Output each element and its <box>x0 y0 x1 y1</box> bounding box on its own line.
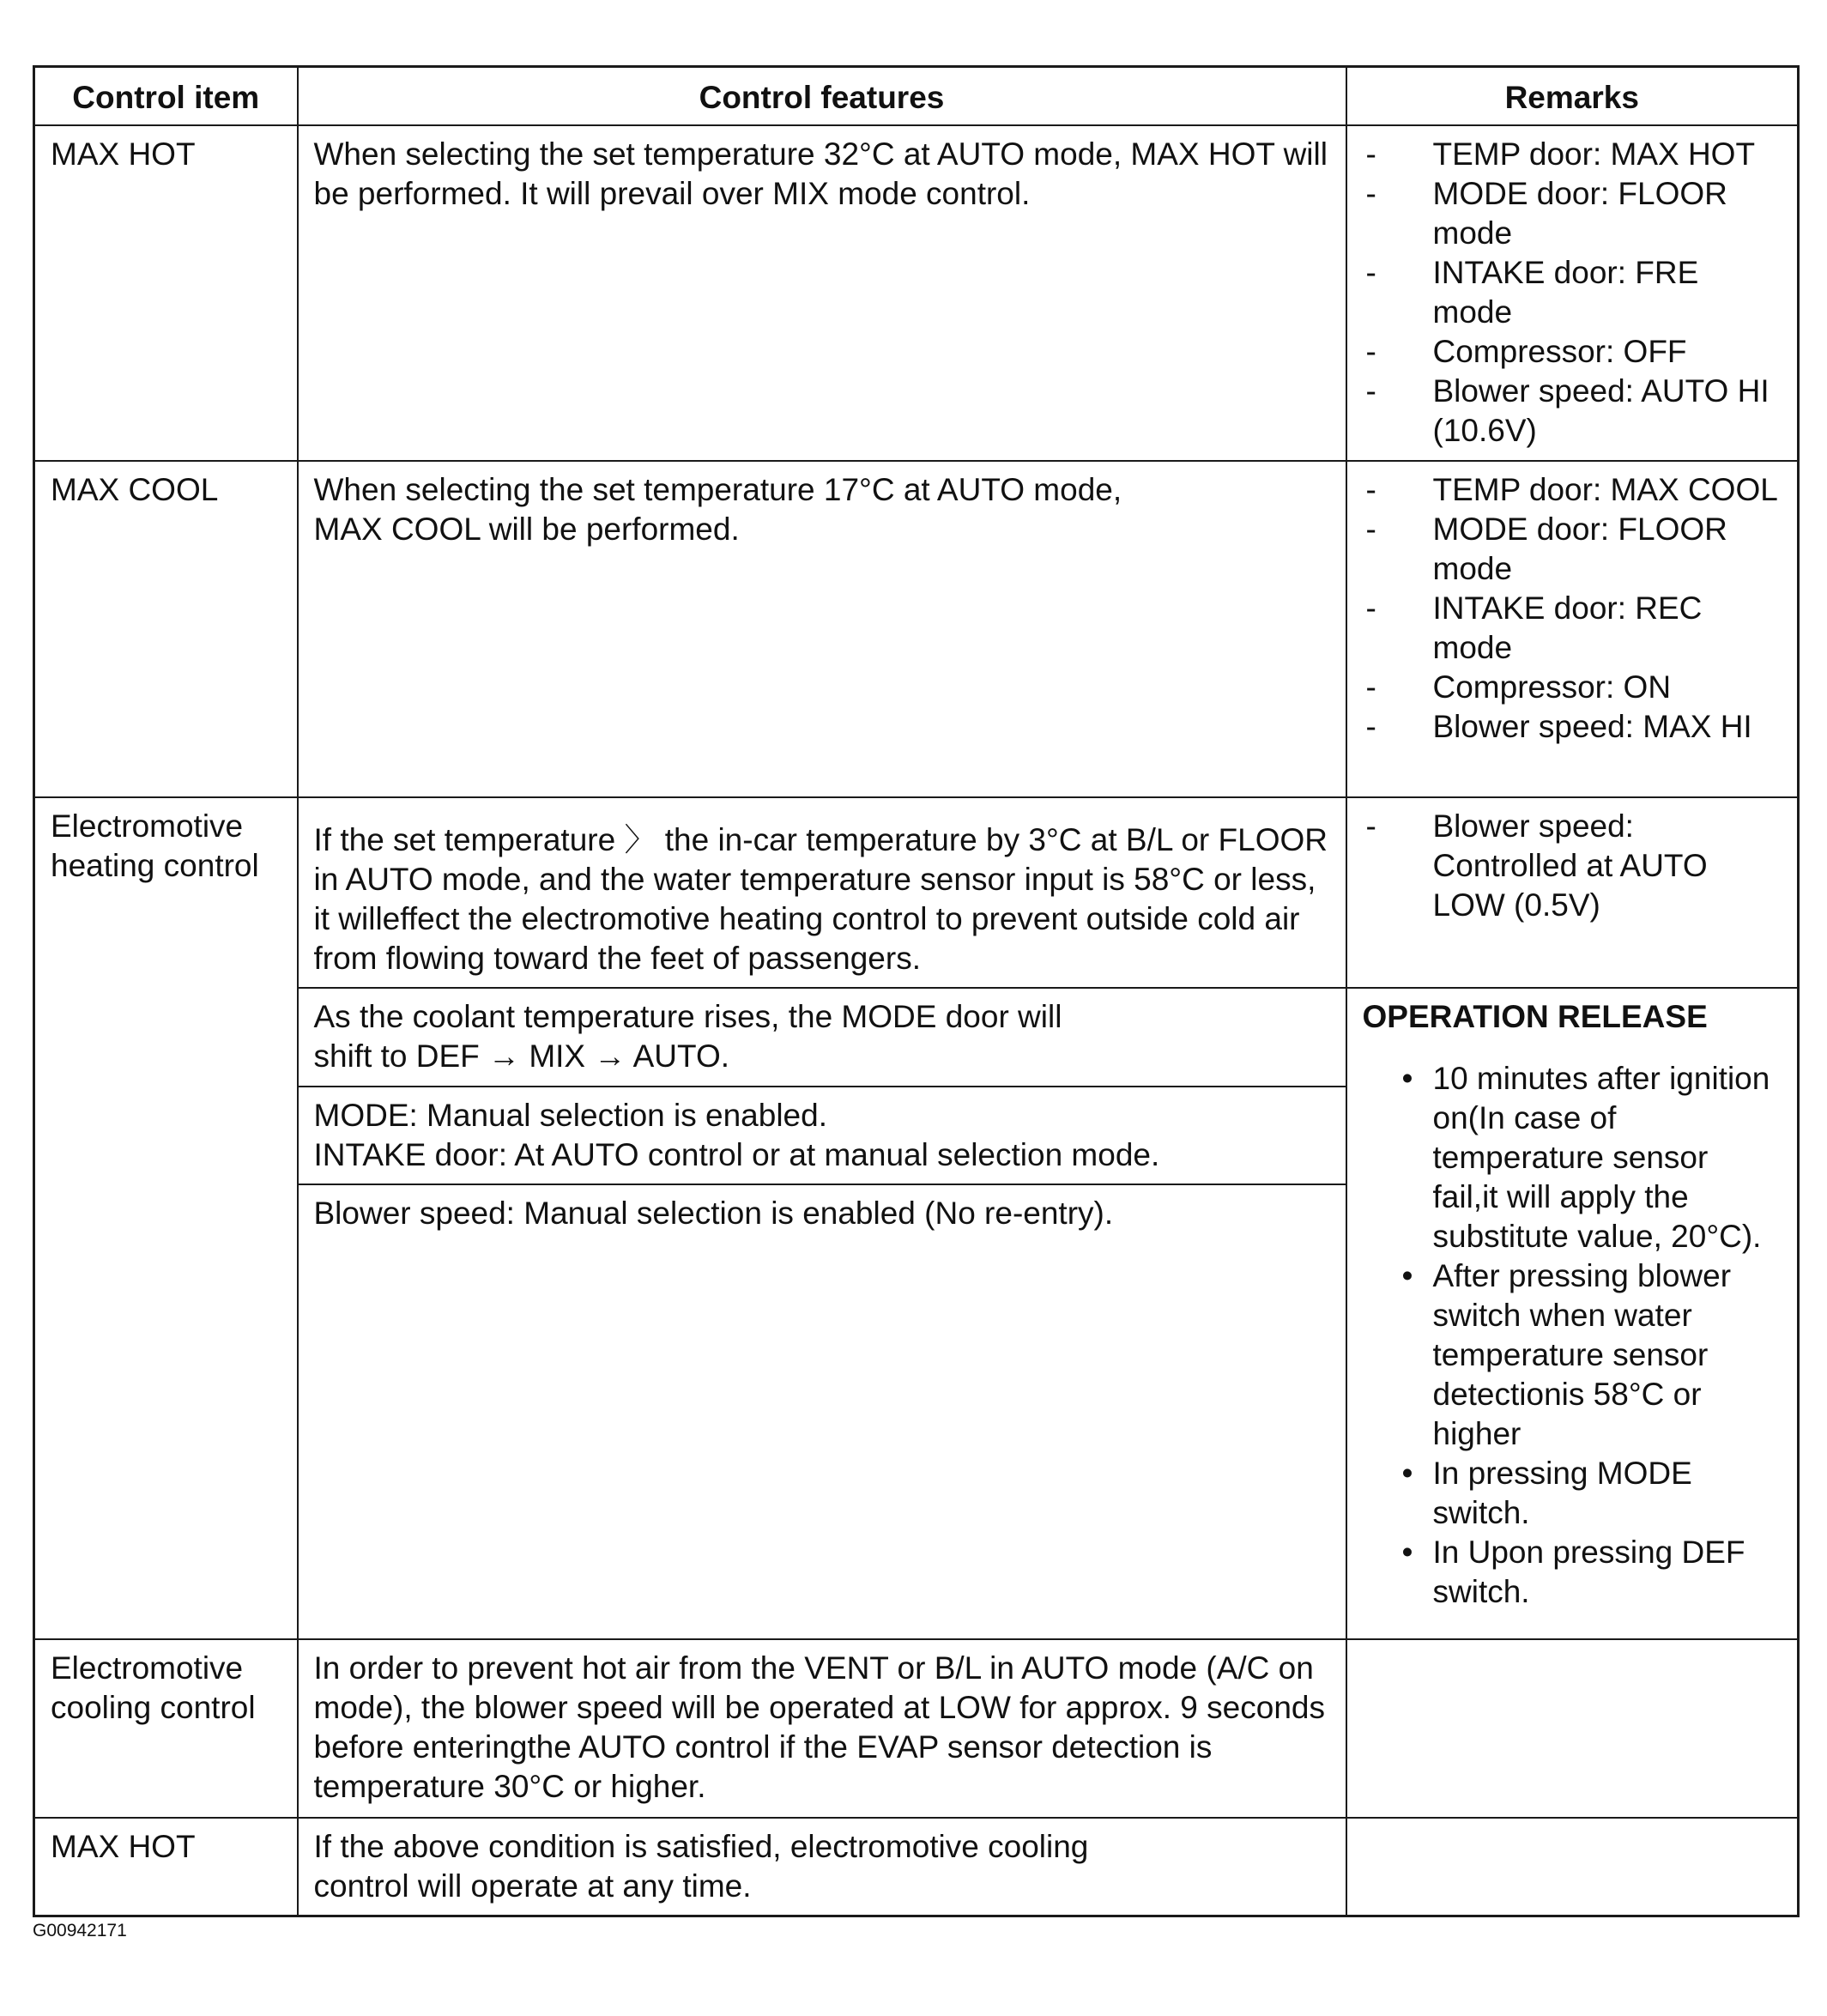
feature-line: MAX COOL will be performed. <box>313 512 740 547</box>
feature-line: control will operate at any time. <box>313 1868 752 1904</box>
table-row-max-hot <box>34 125 1799 461</box>
list-item: - Compressor: ON <box>1363 668 1782 707</box>
list-item: • In pressing MODE switch. <box>1363 1454 1782 1533</box>
control-item-cell: Electromotive heating control <box>34 797 298 1639</box>
operation-release-list <box>1363 1059 1782 1612</box>
remarks-cell <box>1346 461 1799 797</box>
list-item: - INTAKE door: REC mode <box>1363 589 1782 668</box>
header-row <box>34 67 1799 126</box>
list-item: - MODE door: FLOOR mode <box>1363 510 1782 589</box>
list-item: • After pressing blower switch when water temperature sensor detectionis 58°C or higher <box>1363 1256 1782 1454</box>
control-features-cell: Blower speed: Manual selection is enabled (No re-entry). <box>298 1184 1346 1639</box>
control-item-cell: MAX HOT <box>34 1818 298 1916</box>
table-row-max-hot-2 <box>34 1818 1799 1916</box>
feature-line: shift to DEF → MIX → AUTO. <box>313 1038 730 1074</box>
control-item-cell: Electromotive cooling control <box>34 1639 298 1818</box>
feature-line: If the above condition is satisfied, electromotive cooling <box>313 1829 1089 1864</box>
list-item: - Blower speed: MAX HI <box>1363 707 1782 747</box>
remarks-list <box>1363 807 1782 925</box>
list-item: - Blower speed: AUTO HI (10.6V) <box>1363 372 1782 451</box>
feature-line: As the coolant temperature rises, the MODE door will <box>313 999 1062 1034</box>
control-features-cell <box>298 461 1346 797</box>
list-item: - TEMP door: MAX COOL <box>1363 470 1782 510</box>
feature-line: MODE: Manual selection is enabled. <box>313 1098 827 1133</box>
control-spec-table <box>33 65 1800 1917</box>
list-item: - Blower speed: Controlled at AUTO LOW (0.5V) <box>1363 807 1782 925</box>
remarks-cell <box>1346 1639 1799 1818</box>
operation-release-cell <box>1346 988 1799 1639</box>
remarks-cell <box>1346 797 1799 988</box>
remarks-list <box>1363 135 1782 451</box>
list-item: - Compressor: OFF <box>1363 332 1782 372</box>
control-features-cell: If the set temperature 〉 the in-car temperature by 3°C at B/L or FLOOR in AUTO mode, and the water temperature sensor input is 58°C or less, it willeffect the electromotive heating control to prevent outside cold air from flowing toward the feet of passengers. <box>298 797 1346 988</box>
table-row-max-cool <box>34 461 1799 797</box>
remarks-list <box>1363 470 1782 747</box>
control-features-cell: When selecting the set temperature 32°C at AUTO mode, MAX HOT will be performed. It will prevail over MIX mode control. <box>298 125 1346 461</box>
list-item: • 10 minutes after ignition on(In case of temperature sensor fail,it will apply the substitute value, 20°C). <box>1363 1059 1782 1256</box>
list-item: - INTAKE door: FRE mode <box>1363 253 1782 332</box>
header-control-item: Control item <box>34 67 298 126</box>
control-item-cell: MAX COOL <box>34 461 298 797</box>
control-item-cell: MAX HOT <box>34 125 298 461</box>
control-features-cell <box>298 988 1346 1087</box>
figure-id: G00942171 <box>33 1921 127 1940</box>
control-features-cell: In order to prevent hot air from the VENT or B/L in AUTO mode (A/C on mode), the blower speed will be operated at LOW for approx. 9 seconds before enteringthe AUTO control if the EVAP sensor detection is temperature 30°C or higher. <box>298 1639 1346 1818</box>
remarks-cell <box>1346 125 1799 461</box>
list-item: - MODE door: FLOOR mode <box>1363 174 1782 253</box>
list-item: - TEMP door: MAX HOT <box>1363 135 1782 174</box>
table-row-electromotive-cooling <box>34 1639 1799 1818</box>
remarks-cell <box>1346 1818 1799 1916</box>
control-features-cell <box>298 1818 1346 1916</box>
control-features-cell <box>298 1087 1346 1184</box>
feature-line: When selecting the set temperature 17°C at AUTO mode, <box>313 472 1122 507</box>
operation-release-title: OPERATION RELEASE <box>1362 999 1708 1034</box>
header-control-features: Control features <box>298 67 1346 126</box>
table-row-electromotive-heating <box>34 797 1799 988</box>
header-remarks: Remarks <box>1346 67 1799 126</box>
feature-line: INTAKE door: At AUTO control or at manual selection mode. <box>313 1137 1160 1172</box>
list-item: • In Upon pressing DEF switch. <box>1363 1533 1782 1612</box>
table-row-mode-shift <box>34 988 1799 1087</box>
